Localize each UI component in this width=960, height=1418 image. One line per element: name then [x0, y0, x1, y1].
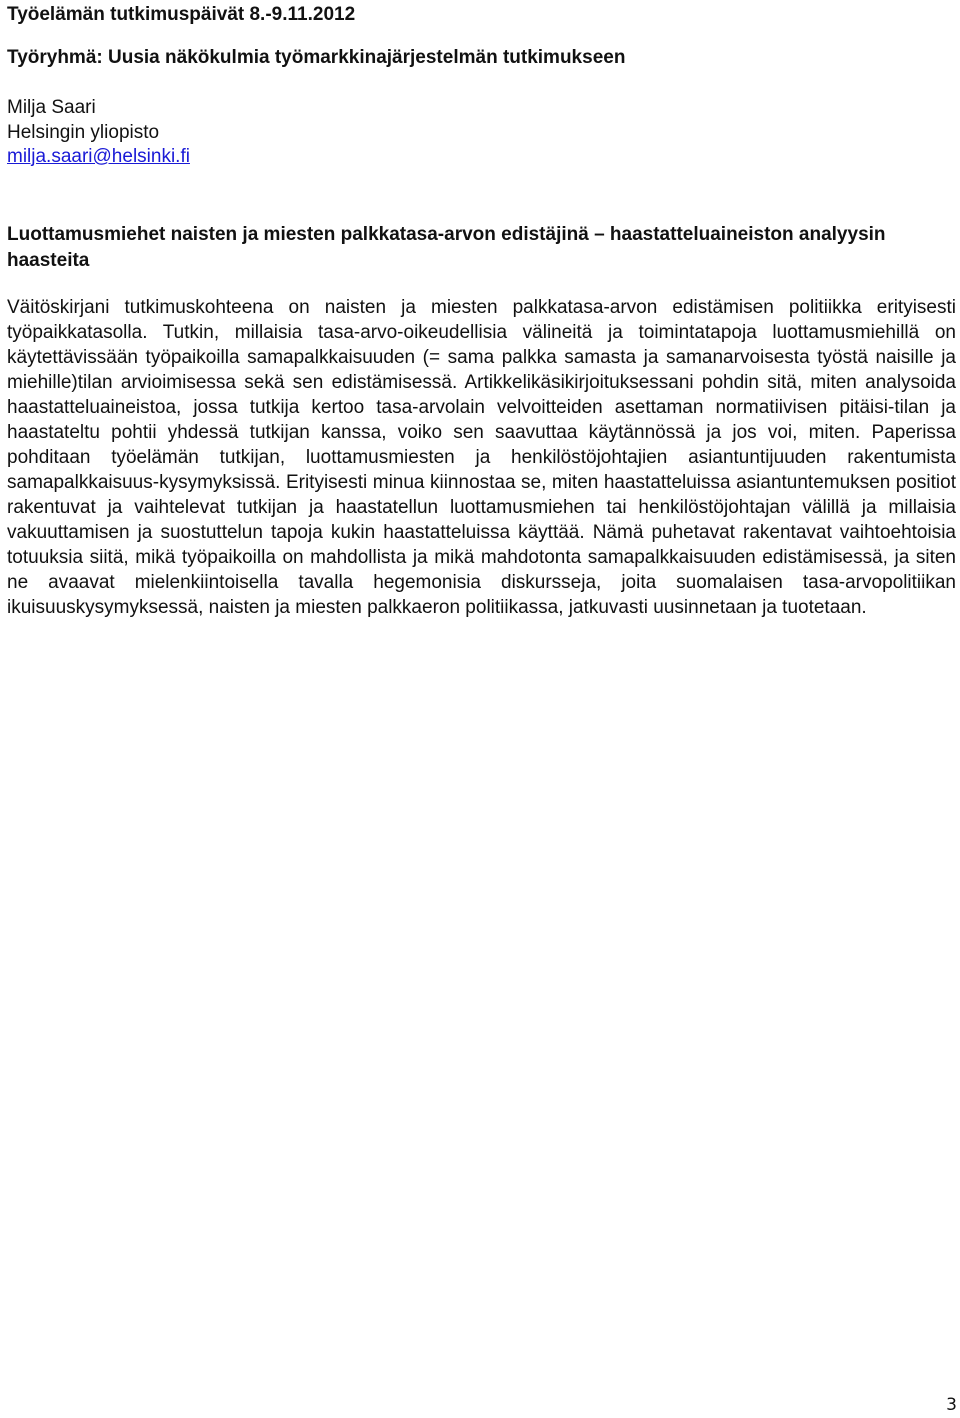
author-email-link[interactable]: milja.saari@helsinki.fi — [7, 146, 190, 167]
conference-title: Työelämän tutkimuspäivät 8.-9.11.2012 — [7, 4, 356, 25]
author-affiliation: Helsingin yliopisto — [7, 121, 160, 143]
working-group-title: Työryhmä: Uusia näkökulmia työmarkkinajärjestelmän tutkimukseen — [7, 47, 626, 68]
author-name: Milja Saari — [7, 97, 96, 118]
paper-title: Luottamusmiehet naisten ja miesten palkkatasa-arvon edistäjinä – haastatteluaineiston analyysin haasteita — [7, 224, 886, 271]
abstract-paragraph: Väitöskirjani tutkimuskohteena on naisten ja miesten palkkatasa-arvon edistämisen politiikka erityisesti työpaikkatasolla. Tutkin, millaisia tasa-arvo-oikeudellisia välineitä ja toimintatapoja luottamusmiehillä on käytettävissään työpaikoilla samapalkkaisuuden (= sama palkka samasta ja samanarvoisesta työstä naisille ja miehille)tilan arvioimisessa sekä sen edistämisessä. Artikkelikäsikirjoituksessani pohdin sitä, miten analysoida haastatteluaineistoa, jossa tutkija kertoo tasa-arvolain velvoitteiden asettaman normatiivisen pitäisi-tilan ja haastateltu pohtii yhdessä tutkijan kanssa, voiko sen saavuttaa käytännössä ja jos voi, miten. Paperissa pohditaan työelämän tutkijan, luottamusmiesten ja henkilöstöjohtajien asiantuntijuuden rakentumista samapalkkaisuus-kysymyksissä. Erityisesti minua kiinnostaa se, miten haastatteluissa asiantuntemuksen positiot rakentuvat ja vaihtelevat tutkijan ja haastatellun luottamusmiehen tai henkilöstöjohtajan välillä ja millaisia vakuuttamisen ja suostuttelun tapoja kukin haastatteluissa käyttää. Nämä puhetavat rakentavat vaihtoehtoisia totuuksia siitä, mikä työpaikoilla on mahdollista ja mikä mahdotonta samapalkkaisuuden edistämisessä, ja siten ne avaavat mielenkiintoisella tavalla hegemonisia diskursseja, joita suomalaisen tasa-arvopolitiikan ikuisuuskysymyksessä, naisten ja miesten palkkaeron politiikassa, jatkuvasti uusinnetaan ja tuotetaan. — [7, 297, 956, 618]
author-block — [7, 96, 190, 170]
page-number: 3 — [946, 1395, 957, 1415]
